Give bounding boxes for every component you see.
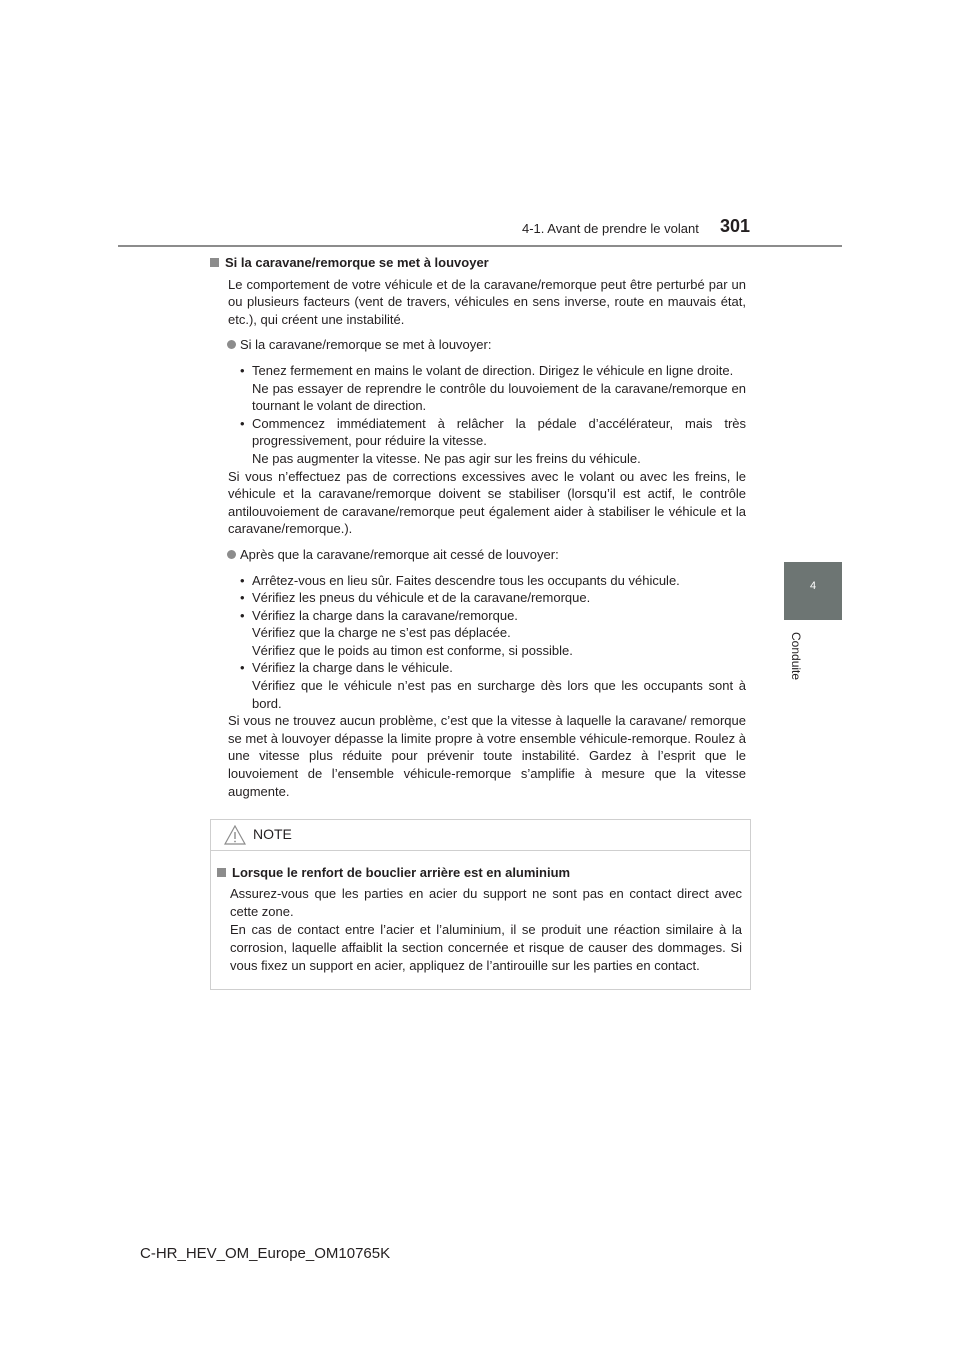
page-number: 301: [720, 216, 751, 236]
note-line: Assurez-vous que les parties en acier du support ne sont pas en contact direct avec cette zone.: [230, 886, 742, 919]
paragraph: Si vous ne trouvez aucun problème, c’est que la vitesse à laquelle la caravane/ remorque se met à louvoyer dépasse la limite propre à votre ensemble véhicule-remorque. Roulez à une vitesse plus réduite pour prévenir toute instabilité. Gardez à l’esprit que le louvoiement de l’ensemble véhicule-remorque s’amplifie à mesure que la vitesse augmente.: [228, 713, 746, 799]
list-line: Arrêtez-vous en lieu sûr. Faites descendre tous les occupants du véhicule.: [252, 572, 680, 588]
bullet-item: [210, 546, 746, 564]
heading-text: Si la caravane/remorque se met à louvoyer: [225, 255, 489, 270]
note-heading: [217, 864, 742, 882]
list-line: Ne pas essayer de reprendre le contrôle du louvoiement de la caravane/remorque en tournant le volant de direction.: [252, 380, 746, 414]
header-divider: [118, 245, 842, 247]
list-item: [240, 415, 746, 468]
round-bullet-icon: [227, 340, 236, 349]
list-marker: •: [240, 660, 245, 676]
document-footer: C-HR_HEV_OM_Europe_OM10765K: [140, 1245, 391, 1262]
note-title: Lorsque le renfort de bouclier arrière est en aluminium: [232, 865, 571, 880]
note-line: En cas de contact entre l’acier et l’aluminium, il se produit une réaction similaire à la corrosion, laquelle affaiblit la section concernée et risque de causer des dommages. Si vous fixez un support en acier, appliquez de l’antirouille sur les parties en contact.: [230, 922, 742, 973]
note-header: [211, 820, 750, 851]
list-line: Vérifiez que le véhicule n’est pas en surcharge dès lors que les occupants sont à bord.: [252, 678, 746, 711]
round-bullet-icon: [227, 550, 236, 559]
list-item: [240, 659, 746, 712]
list-marker: •: [240, 415, 245, 431]
list-marker: •: [240, 607, 245, 623]
square-bullet-icon: [217, 868, 226, 877]
list-item: [240, 572, 746, 590]
chapter-title-vertical: [789, 632, 805, 682]
warning-triangle-icon: [224, 825, 246, 845]
list-line: Ne pas augmenter la vitesse. Ne pas agir sur les freins du véhicule.: [252, 450, 641, 466]
list-item: [240, 589, 746, 607]
bullet-text: Après que la caravane/remorque ait cessé de louvoyer:: [240, 546, 559, 562]
list-line: Vérifiez que le poids au timon est conforme, si possible.: [252, 642, 573, 658]
list-item: [240, 607, 746, 660]
chapter-number: 4: [809, 580, 817, 592]
list-line: Vérifiez les pneus du véhicule et de la caravane/remorque.: [252, 590, 591, 606]
list-marker: •: [240, 362, 245, 378]
chapter-title: Conduite: [789, 632, 803, 681]
note-box: [210, 819, 751, 990]
instruction-list-2: [210, 572, 746, 713]
note-body: [217, 864, 742, 975]
instruction-list-1: [210, 362, 746, 468]
bullet-text: Si la caravane/remorque se met à louvoyer:: [240, 337, 492, 353]
chapter-tab: [784, 562, 842, 620]
intro-paragraph: Le comportement de votre véhicule et de la caravane/remorque peut être perturbé par un ou plusieurs facteurs (vent de travers, véhicules en sens inverse, route en mauvais état, etc.), qui créent une instabilité.: [228, 276, 746, 327]
bullet-item: [210, 336, 746, 354]
section-heading: [210, 254, 746, 272]
list-line: Tenez fermement en mains le volant de direction. Dirigez le véhicule en ligne droite.: [252, 362, 734, 378]
paragraph: Si vous n’effectuez pas de corrections excessives avec le volant ou avec les freins, le véhicule et la caravane/remorque doivent se stabiliser (lorsqu’il est actif, le contrôle antilouvoiement de caravane/remorque peut également aider à stabiliser le véhicule et la caravane/remorque.).: [228, 468, 746, 537]
list-marker: •: [240, 590, 245, 606]
section-title: 4-1. Avant de prendre le volant: [522, 221, 699, 236]
list-item: [240, 362, 746, 415]
list-line: Vérifiez la charge dans le véhicule.: [252, 660, 453, 676]
list-marker: •: [240, 572, 245, 588]
main-content: [210, 254, 746, 800]
square-bullet-icon: [210, 258, 219, 267]
list-line: Vérifiez la charge dans la caravane/remorque.: [252, 607, 518, 623]
list-line: Commencez immédiatement à relâcher la pédale d’accélérateur, mais très progressivement, pour réduire la vitesse.: [252, 415, 746, 449]
list-line: Vérifiez que la charge ne s’est pas déplacée.: [252, 625, 511, 641]
note-label: NOTE: [253, 826, 292, 842]
